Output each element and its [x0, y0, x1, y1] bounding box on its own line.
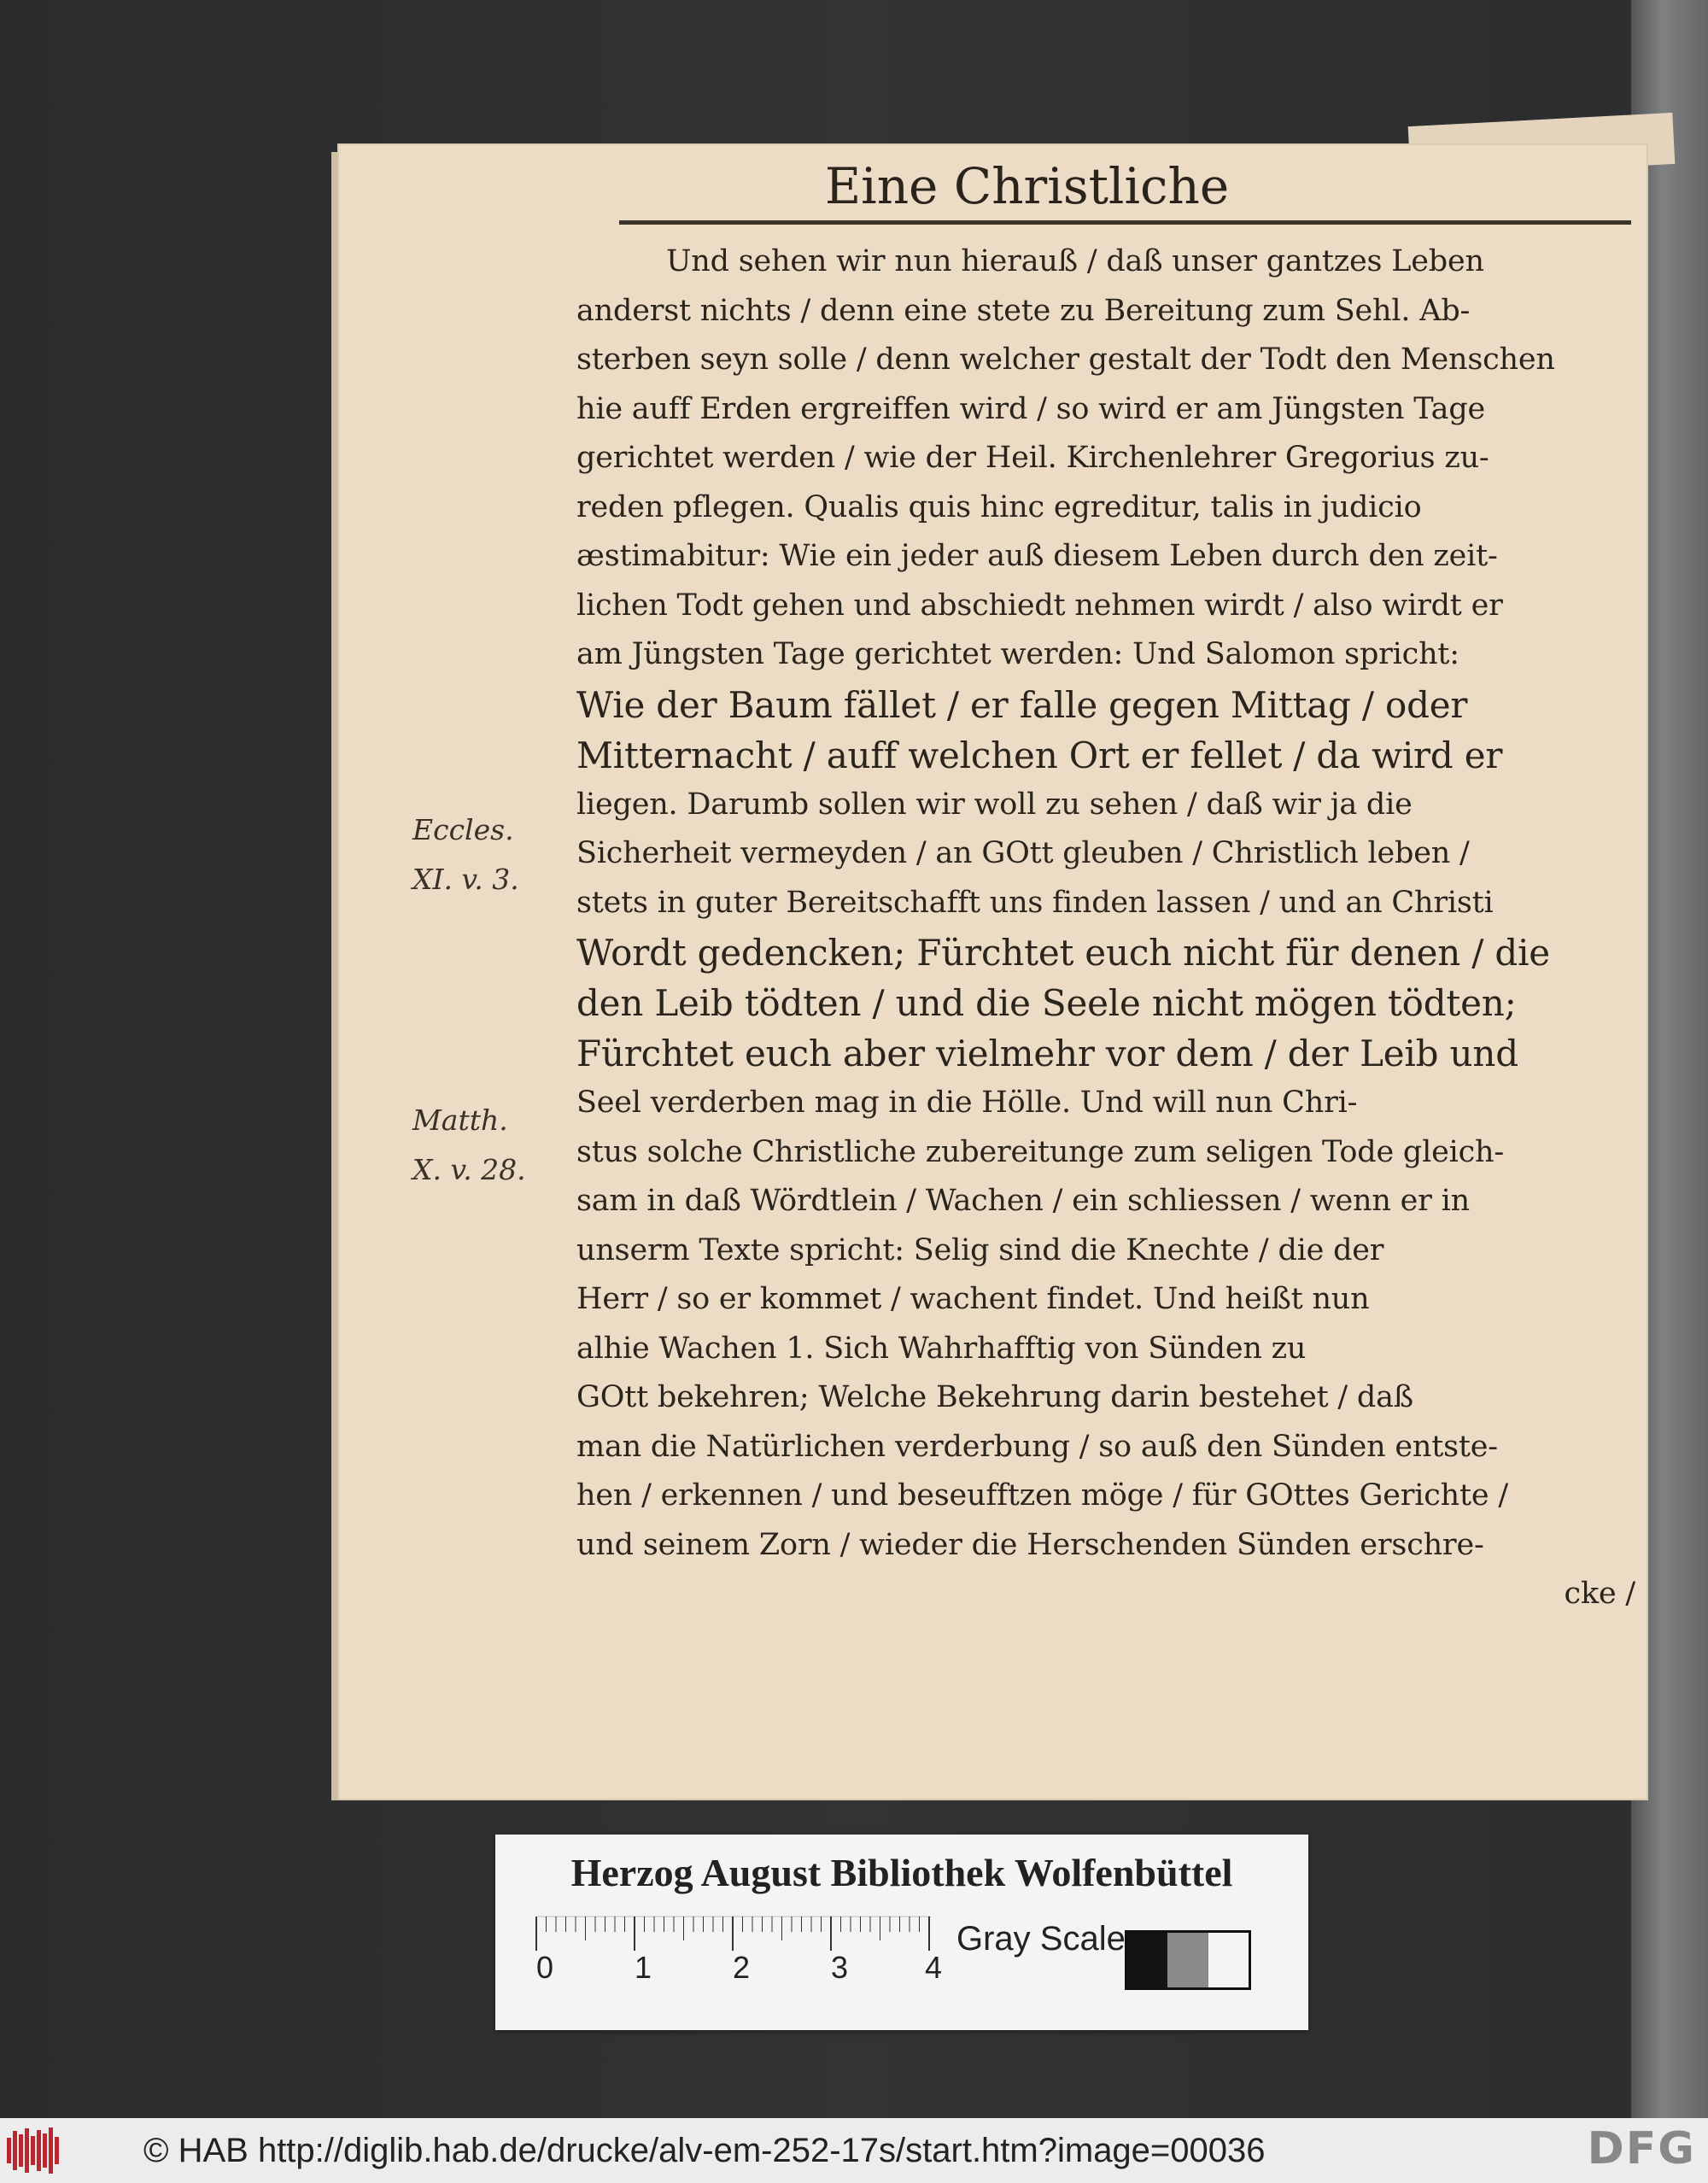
ruler-number: 0 — [536, 1950, 554, 1985]
running-head: Eine Christliche — [824, 157, 1230, 215]
margin-note-line: Matth. — [412, 1103, 508, 1137]
text-line: lichen Todt gehen und abschiedt nehmen wirdt / also wirdt er — [576, 588, 1503, 623]
text-line: reden pflegen. Qualis quis hinc egreditur, talis in judicio — [576, 489, 1422, 524]
text-line: Wie der Baum fället / er falle gegen Mittag / oder — [576, 683, 1468, 726]
text-line: liegen. Darumb sollen wir woll zu sehen / daß wir ja die — [576, 787, 1413, 822]
footer-bar — [0, 2118, 1708, 2183]
ruler-number: 4 — [925, 1950, 943, 1985]
text-line: stus solche Christliche zubereitunge zum seligen Tode gleich- — [576, 1134, 1504, 1169]
ruler-ticks — [547, 1917, 930, 1951]
gray-patch-light — [1208, 1933, 1249, 1987]
text-line: Fürchtet euch aber vielmehr vor dem / der Leib und — [576, 1033, 1518, 1074]
ruler-number: 3 — [831, 1950, 849, 1985]
margin-note-line: X. v. 28. — [412, 1153, 526, 1186]
text-line: anderst nichts / denn eine stete zu Bereitung zum Sehl. Ab- — [576, 293, 1471, 328]
text-line: man die Natürlichen verderbung / so auß den Sünden entste- — [576, 1429, 1498, 1464]
text-line: Seel verderben mag in die Hölle. Und will nun Chri- — [576, 1086, 1358, 1120]
margin-note-eccles — [412, 805, 575, 904]
text-line: Sicherheit vermeyden / an GOtt gleuben / Christlich leben / — [576, 836, 1470, 870]
text-line: hen / erkennen / und beseufftzen möge / für GOttes Gerichte / — [576, 1478, 1508, 1513]
text-line: hie auff Erden ergreiffen wird / so wird er am Jüngsten Tage — [576, 391, 1486, 426]
text-line: alhie Wachen 1. Sich Wahrhafftig von Sünden zu — [576, 1331, 1307, 1366]
card-title: Herzog August Bibliothek Wolfenbüttel — [570, 1851, 1233, 1894]
text-line: æstimabitur: Wie ein jeder auß diesem Leben durch den zeit- — [576, 539, 1498, 573]
head-rule — [619, 220, 1631, 225]
ruler-number: 2 — [733, 1950, 751, 1985]
gray-patch-dark — [1127, 1933, 1167, 1987]
text-line: sam in daß Wördtlein / Wachen / ein schliessen / wenn er in — [576, 1184, 1470, 1218]
text-line: Mitternacht / auff welchen Ort er fellet / da wird er — [576, 734, 1503, 776]
text-line: am Jüngsten Tage gerichtet werden: Und Salomon spricht: — [576, 637, 1459, 671]
library-barcode-icon — [7, 2127, 75, 2174]
color-reference-card — [495, 1835, 1308, 2030]
text-line: cke / — [1564, 1577, 1635, 1611]
text-line: GOtt bekehren; Welche Bekehrung darin bestehet / daß — [576, 1380, 1413, 1414]
text-line: und seinem Zorn / wieder die Herschenden Sünden erschre- — [576, 1527, 1484, 1562]
text-line: unserm Texte spricht: Selig sind die Knechte / die der — [576, 1232, 1384, 1267]
text-line: gerichtet werden / wie der Heil. Kirchenlehrer Gregorius zu- — [576, 441, 1489, 475]
text-line: Wordt gedencken; Fürchtet euch nicht für denen / die — [576, 932, 1550, 974]
text-line: Herr / so er kommet / wachent findet. Und heißt nun — [576, 1282, 1370, 1316]
text-line: stets in guter Bereitschafft uns finden lassen / und an Christi — [576, 885, 1494, 920]
ruler-number: 1 — [635, 1950, 652, 1985]
text-line: den Leib tödten / und die Seele nicht mögen tödten; — [576, 982, 1517, 1024]
margin-note-matth — [412, 1096, 575, 1195]
text-line: Und sehen wir nun hierauß / daß unser gantzes Leben — [666, 244, 1484, 278]
body-text — [576, 237, 1644, 1619]
gray-patch-mid — [1167, 1933, 1208, 1987]
dfg-logo: DFG — [1587, 2123, 1696, 2174]
book-page — [337, 143, 1648, 1800]
footer-url-link[interactable]: © HAB http://diglib.hab.de/drucke/alv-em-252-17s/start.htm?image=00036 — [143, 2131, 1266, 2169]
gray-scale-swatch — [1125, 1930, 1251, 1990]
ruler — [536, 1913, 943, 1985]
text-line: sterben seyn solle / denn welcher gestalt der Todt den Menschen — [576, 342, 1555, 377]
margin-note-line: Eccles. — [412, 813, 514, 846]
margin-note-line: XI. v. 3. — [412, 863, 519, 896]
gray-scale-label: Gray Scale — [956, 1920, 1126, 1958]
